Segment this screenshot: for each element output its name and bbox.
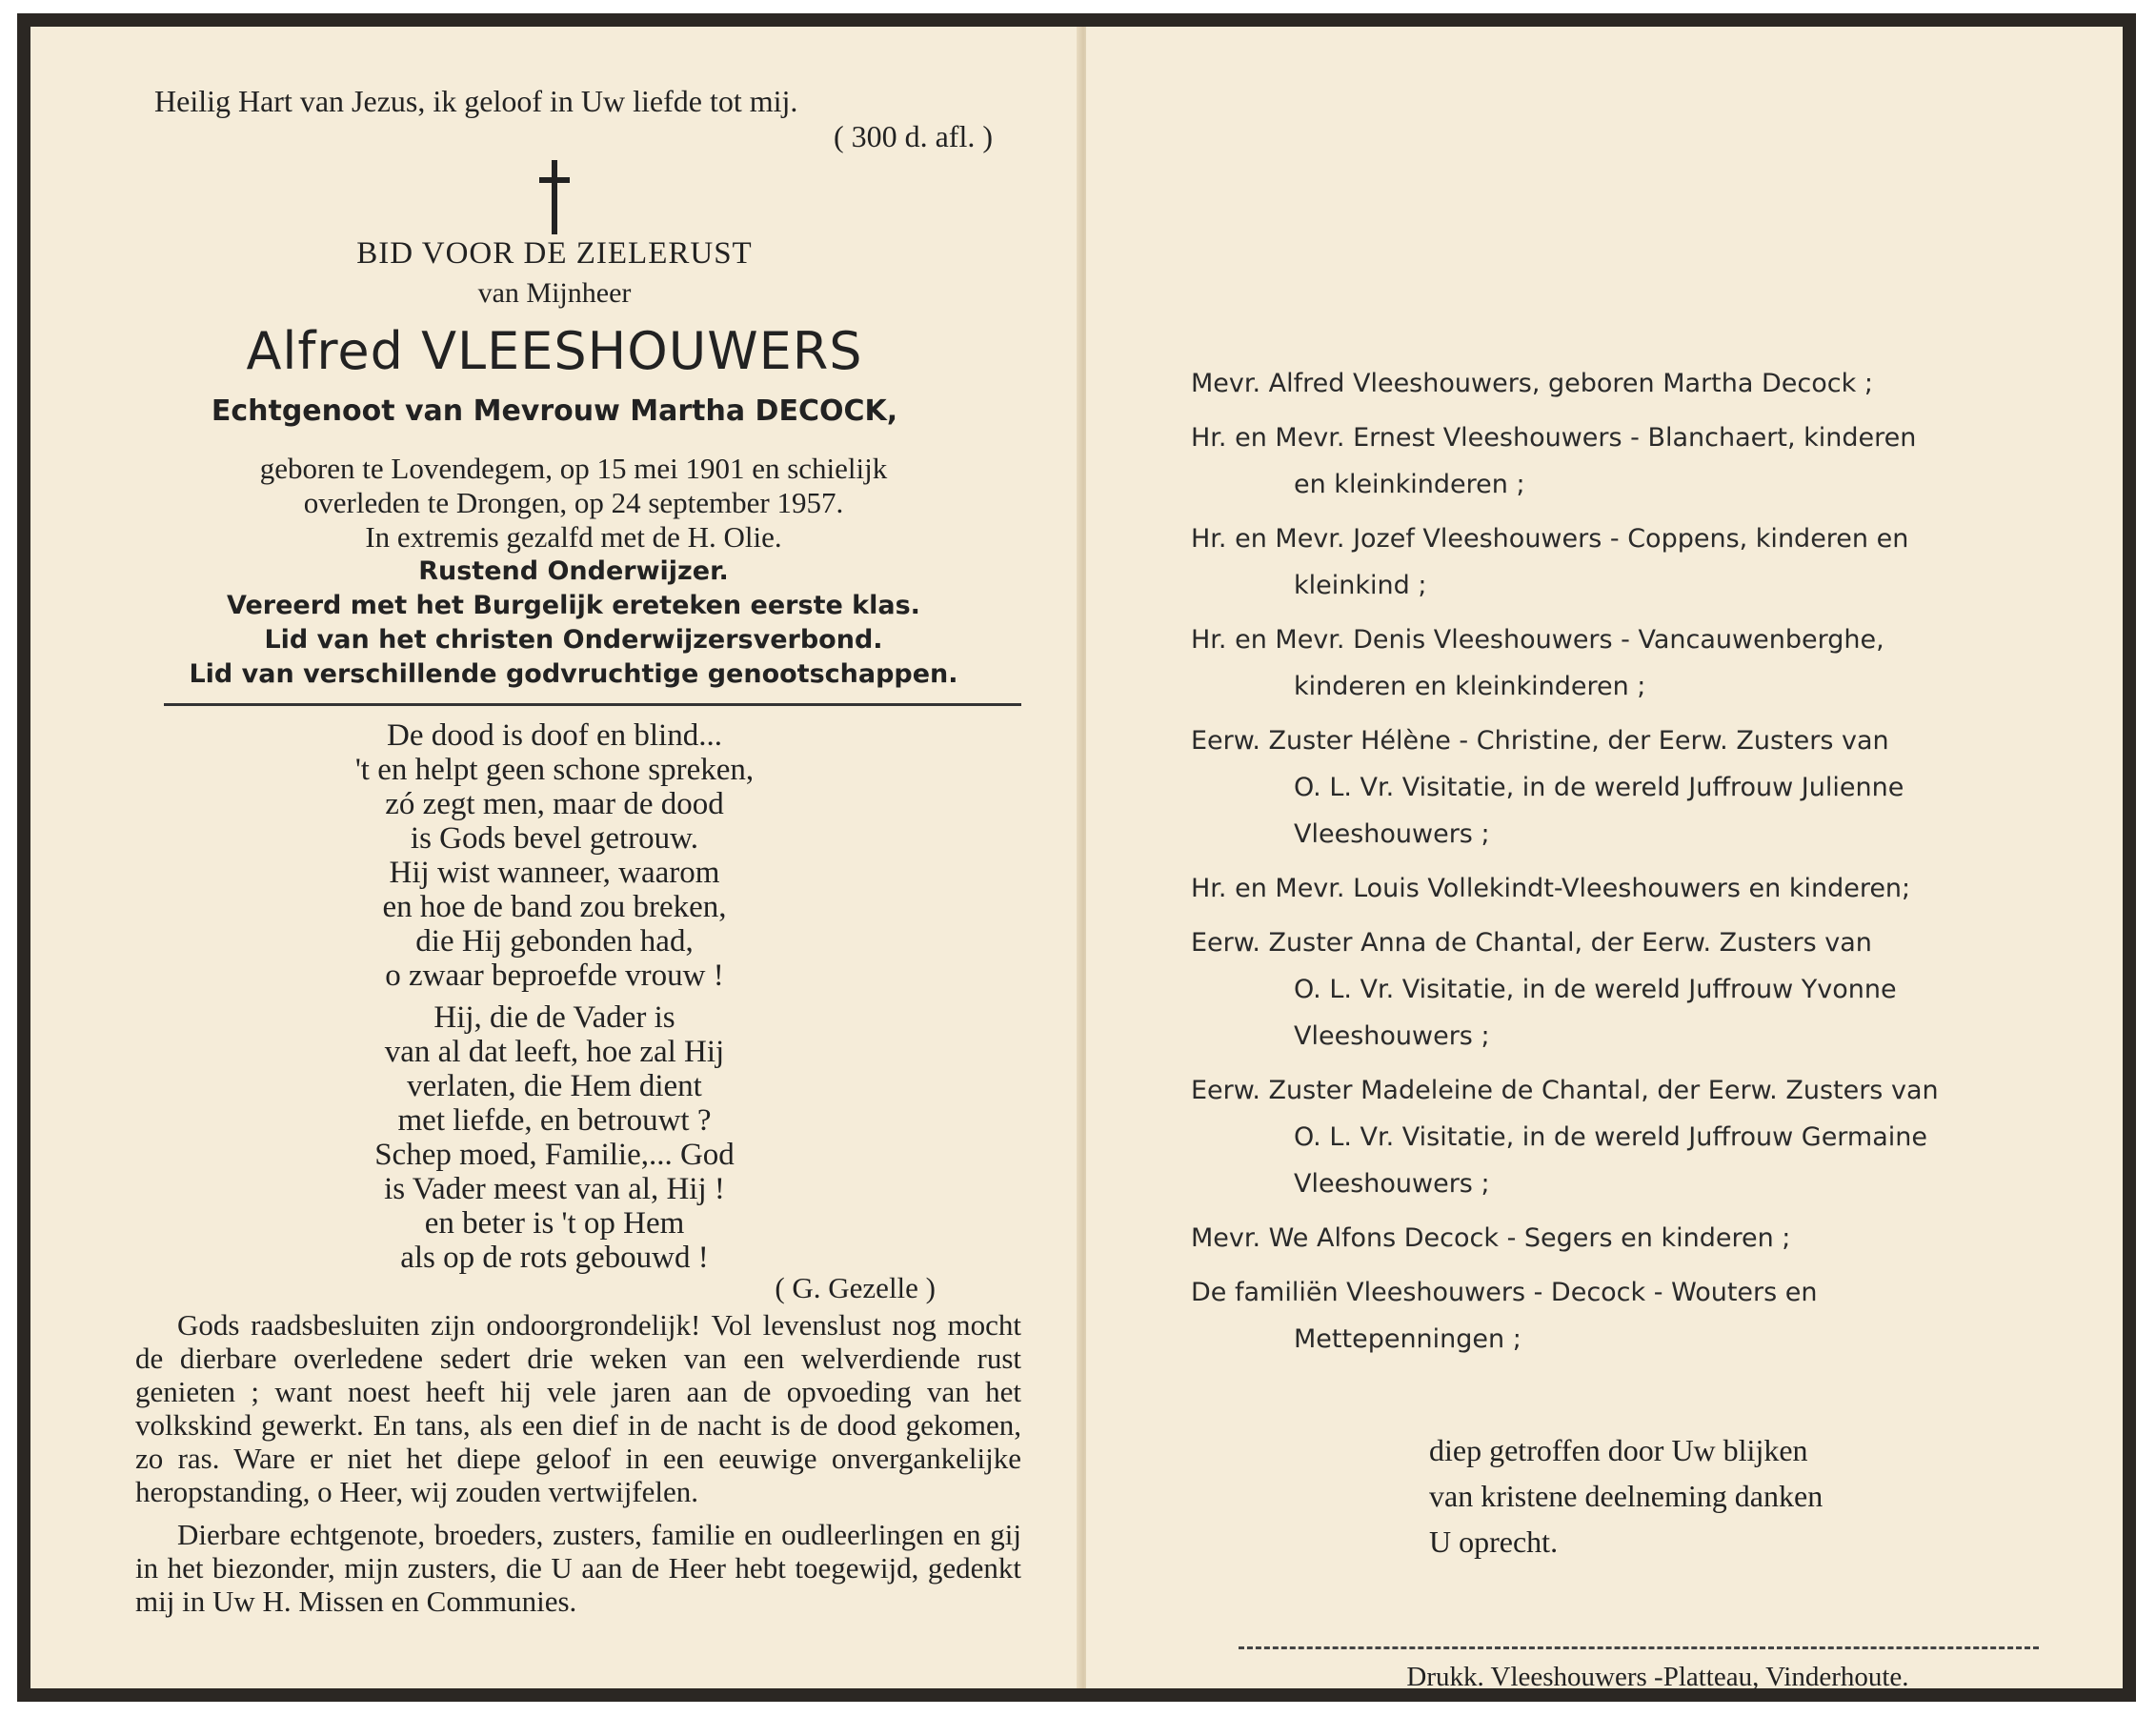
family-entry bbox=[1191, 1215, 2077, 1262]
poem-line: o zwaar beproefde vrouw ! bbox=[385, 959, 724, 993]
poem-line: met liefde, en betrouwt ? bbox=[397, 1103, 712, 1138]
poem-line: en hoe de band zou breken, bbox=[382, 890, 727, 924]
family-entry-cont: O. L. Vr. Visitatie, in de wereld Juffrouw Yvonne bbox=[1294, 975, 1897, 1004]
family-list bbox=[1191, 360, 2077, 1370]
honorific: van Mijnheer bbox=[477, 277, 632, 309]
poem-line: is Gods bevel getrouw. bbox=[410, 821, 699, 856]
indulgence-note: ( 300 d. afl. ) bbox=[833, 119, 993, 153]
prayer-text: Heilig Hart van Jezus, ik geloof in Uw liefde tot mij. bbox=[154, 84, 798, 118]
family-entry-line: Hr. en Mevr. Louis Vollekindt-Vleeshouwers en kinderen; bbox=[1191, 874, 1911, 903]
family-entry-cont: en kleinkinderen ; bbox=[1294, 470, 1525, 499]
memorial-card bbox=[17, 13, 2136, 1702]
title-line: Lid van verschillende godvruchtige genootschappen. bbox=[189, 659, 958, 689]
family-entry-cont: O. L. Vr. Visitatie, in de wereld Juffrouw Germaine bbox=[1294, 1122, 1928, 1152]
poem-line: zó zegt men, maar de dood bbox=[385, 787, 724, 821]
family-entry bbox=[1191, 616, 2077, 710]
poem-line: Hij, die de Vader is bbox=[433, 1000, 675, 1035]
stanza-gap bbox=[221, 993, 888, 1000]
left-page bbox=[30, 27, 1082, 1688]
family-entry-cont: Vleeshouwers ; bbox=[1294, 1169, 1490, 1199]
family-entry-cont: Vleeshouwers ; bbox=[1294, 1021, 1490, 1051]
family-entry-line: Eerw. Zuster Hélène - Christine, der Eerw. Zusters van bbox=[1191, 726, 1889, 756]
family-entry bbox=[1191, 1067, 2077, 1207]
bio-line: overleden te Drongen, op 24 september 1957. bbox=[303, 486, 844, 519]
poem-line: De dood is doof en blind... bbox=[387, 718, 722, 753]
poem-line: als op de rots gebouwd ! bbox=[400, 1241, 709, 1275]
family-entry bbox=[1191, 919, 2077, 1060]
poem-line: die Hij gebonden had, bbox=[415, 924, 694, 959]
family-entry-cont: O. L. Vr. Visitatie, in de wereld Juffrouw Julienne bbox=[1294, 773, 1904, 802]
title-line: Lid van het christen Onderwijzersverbond. bbox=[264, 625, 883, 655]
family-entry bbox=[1191, 360, 2077, 407]
deceased-name: Alfred VLEESHOUWERS bbox=[246, 321, 863, 381]
thanks-line: van kristene deelneming danken bbox=[1429, 1479, 1824, 1513]
poem-line: Hij wist wanneer, waarom bbox=[389, 856, 720, 890]
family-entry-cont: kinderen en kleinkinderen ; bbox=[1294, 672, 1646, 701]
prose-paragraph: Gods raadsbesluiten zijn ondoorgrondelijk! Vol levenslust nog mocht de dierbare overledene sedert drie weken van een welverdiende rust genieten ; want noest heeft hij vele jaren aan de opvoeding van het volkskind gewerkt. En tans, als een dief in de nacht is de dood gekomen, zo ras. Ware er niet het diepe geloof in een eeuwige onvergankelijke heropstanding, o Heer, wij zouden vertwijfelen. bbox=[135, 1308, 1021, 1508]
poem-author: ( G. Gezelle ) bbox=[775, 1271, 936, 1304]
family-entry-line: Mevr. We Alfons Decock - Segers en kinderen ; bbox=[1191, 1223, 1791, 1253]
poem-line: van al dat leeft, hoe zal Hij bbox=[384, 1035, 725, 1069]
poem-line: en beter is 't op Hem bbox=[424, 1206, 685, 1241]
title-line: Vereerd met het Burgelijk ereteken eerste klas. bbox=[227, 591, 920, 620]
thanks-line: diep getroffen door Uw blijken bbox=[1429, 1433, 1808, 1467]
printer-credit: Drukk. Vleeshouwers -Platteau, Vinderhoute. bbox=[1406, 1662, 1909, 1692]
family-entry-cont: Vleeshouwers ; bbox=[1294, 819, 1490, 849]
family-entry-line: De familiën Vleeshouwers - Decock - Wouters en bbox=[1191, 1278, 1818, 1307]
family-entry-line: Mevr. Alfred Vleeshouwers, geboren Martha Decock ; bbox=[1191, 369, 1873, 398]
family-entry-line: Hr. en Mevr. Denis Vleeshouwers - Vancauwenberghe, bbox=[1191, 625, 1884, 655]
heading: BID VOOR DE ZIELERUST bbox=[356, 236, 753, 271]
cross-icon bbox=[535, 160, 574, 234]
poem-line: 't en helpt geen schone spreken, bbox=[354, 753, 755, 787]
family-entry-line: Hr. en Mevr. Ernest Vleeshouwers - Blanchaert, kinderen bbox=[1191, 423, 1917, 453]
thanks-line: U oprecht. bbox=[1429, 1524, 1559, 1559]
bio-line: In extremis gezalfd met de H. Olie. bbox=[365, 520, 782, 554]
family-entry-cont: kleinkind ; bbox=[1294, 571, 1427, 600]
poem-line: Schep moed, Familie,... God bbox=[374, 1138, 735, 1172]
poem-line: is Vader meest van al, Hij ! bbox=[384, 1172, 725, 1206]
family-entry bbox=[1191, 865, 2077, 912]
family-entry-line: Eerw. Zuster Madeleine de Chantal, der Eerw. Zusters van bbox=[1191, 1076, 1939, 1105]
bio-line: geboren te Lovendegem, op 15 mei 1901 en schielijk bbox=[259, 452, 888, 485]
family-entry bbox=[1191, 515, 2077, 609]
title-line: Rustend Onderwijzer. bbox=[418, 556, 729, 586]
dashed-divider bbox=[1239, 1646, 2039, 1649]
family-entry bbox=[1191, 717, 2077, 858]
prose bbox=[135, 1308, 1021, 1618]
header-block bbox=[126, 236, 983, 428]
spouse-line: Echtgenoot van Mevrouw Martha DECOCK, bbox=[211, 394, 898, 428]
prose-paragraph: Dierbare echtgenote, broeders, zusters, familie en oudleerlingen en gij in het biezonder, mijn zusters, die U aan de Heer hebt toegewijd, gedenkt mij in Uw H. Missen en Communies. bbox=[135, 1518, 1021, 1618]
biography bbox=[126, 452, 1021, 692]
family-entry-line: Eerw. Zuster Anna de Chantal, der Eerw. Zusters van bbox=[1191, 928, 1872, 958]
right-page bbox=[1086, 27, 2123, 1692]
prayer-block bbox=[154, 84, 1012, 154]
divider bbox=[164, 703, 1021, 706]
family-entry bbox=[1191, 414, 2077, 508]
poem bbox=[221, 718, 888, 1275]
family-entry bbox=[1191, 1269, 2077, 1363]
poem-line: verlaten, die Hem dient bbox=[407, 1069, 702, 1103]
family-entry-line: Hr. en Mevr. Jozef Vleeshouwers - Coppens, kinderen en bbox=[1191, 524, 1909, 554]
family-entry-cont: Mettepenningen ; bbox=[1294, 1324, 1521, 1354]
thanks-note bbox=[1429, 1427, 2001, 1565]
